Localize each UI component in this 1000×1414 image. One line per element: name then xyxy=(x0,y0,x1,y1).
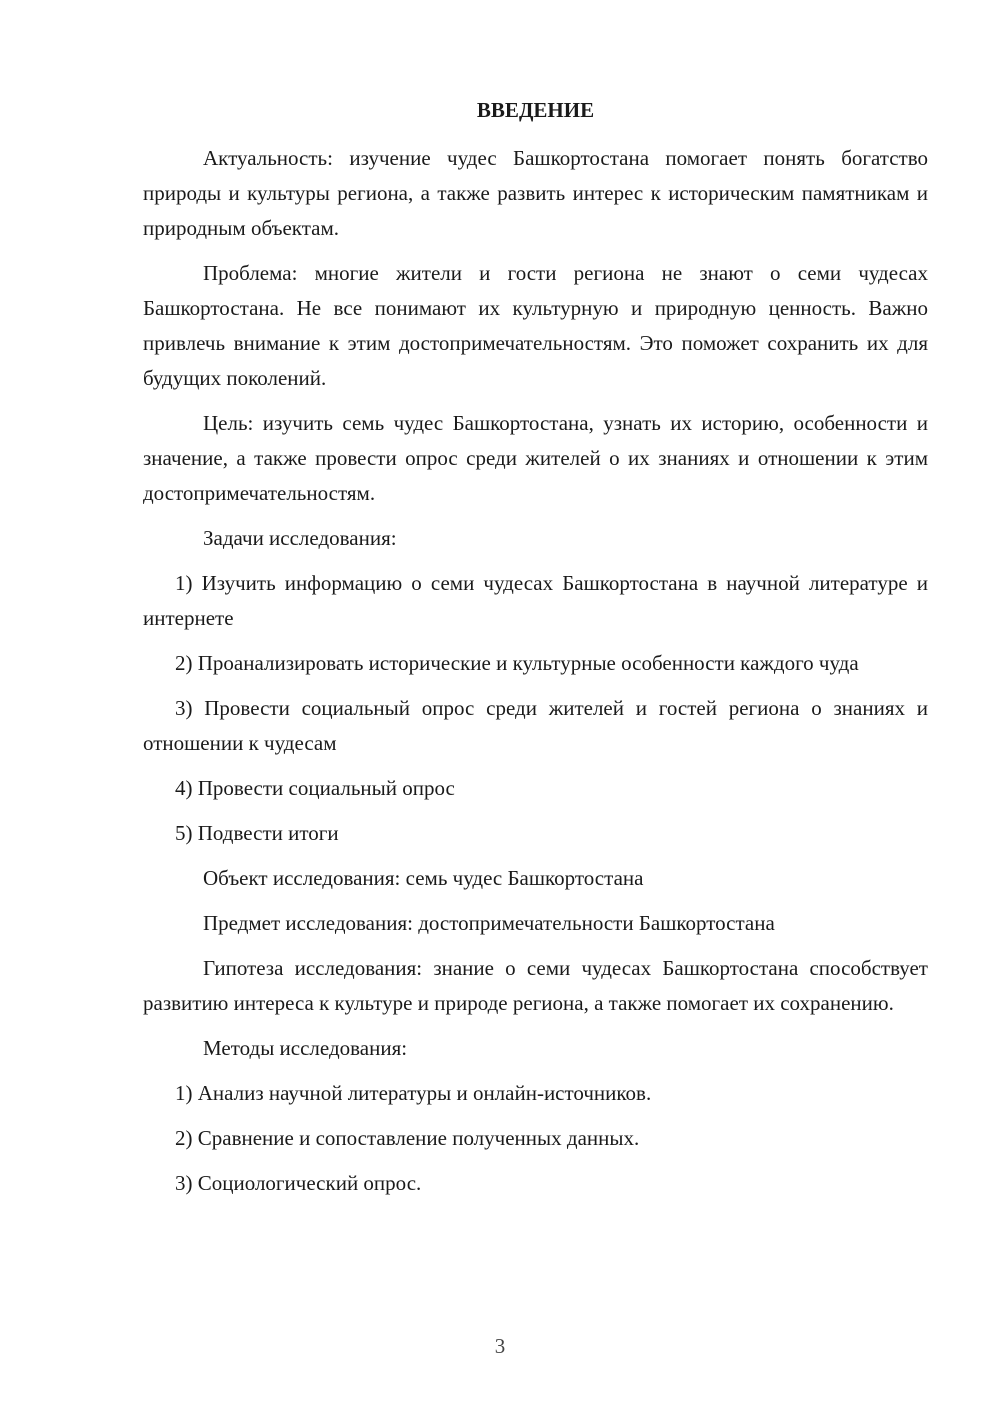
goal-paragraph: Цель: изучить семь чудес Башкортостана, узнать их историю, особенности и значение, а также провести опрос среди жителей о их знаниях и отношении к этим достопримечательностям. xyxy=(143,411,928,505)
page-number: 3 xyxy=(494,1334,506,1358)
task-item-2: 2) Проанализировать исторические и культурные особенности каждого чуда xyxy=(175,651,859,675)
task-item-3: 3) Провести социальный опрос среди жителей и гостей региона о знаниях и отношении к чудесам xyxy=(143,696,928,755)
task-item-5: 5) Подвести итоги xyxy=(175,821,339,845)
section-title: ВВЕДЕНИЕ xyxy=(476,98,595,122)
task-item-4: 4) Провести социальный опрос xyxy=(175,776,455,800)
method-item-1: 1) Анализ научной литературы и онлайн-источников. xyxy=(175,1081,652,1105)
task-item-1: 1) Изучить информацию о семи чудесах Башкортостана в научной литературе и интернете xyxy=(143,571,928,630)
research-subject: Предмет исследования: достопримечательности Башкортостана xyxy=(203,911,775,935)
methods-heading: Методы исследования: xyxy=(203,1036,408,1060)
relevance-paragraph: Актуальность: изучение чудес Башкортостана помогает понять богатство природы и культуры региона, а также развить интерес к историческим памятникам и природным объектам. xyxy=(143,146,928,240)
research-object: Объект исследования: семь чудес Башкортостана xyxy=(203,866,644,890)
document-page xyxy=(143,95,928,1201)
problem-paragraph: Проблема: многие жители и гости региона не знают о семи чудесах Башкортостана. Не все понимают их культурную и природную ценность. Важно привлечь внимание к этим достопримечательностям. Это поможет сохранить их для будущих поколений. xyxy=(143,261,928,390)
method-item-2: 2) Сравнение и сопоставление полученных данных. xyxy=(175,1126,640,1150)
hypothesis-paragraph: Гипотеза исследования: знание о семи чудесах Башкортостана способствует развитию интереса к культуре и природе региона, а также помогает их сохранению. xyxy=(143,956,928,1015)
tasks-heading: Задачи исследования: xyxy=(203,526,397,550)
method-item-3: 3) Социологический опрос. xyxy=(175,1171,422,1195)
